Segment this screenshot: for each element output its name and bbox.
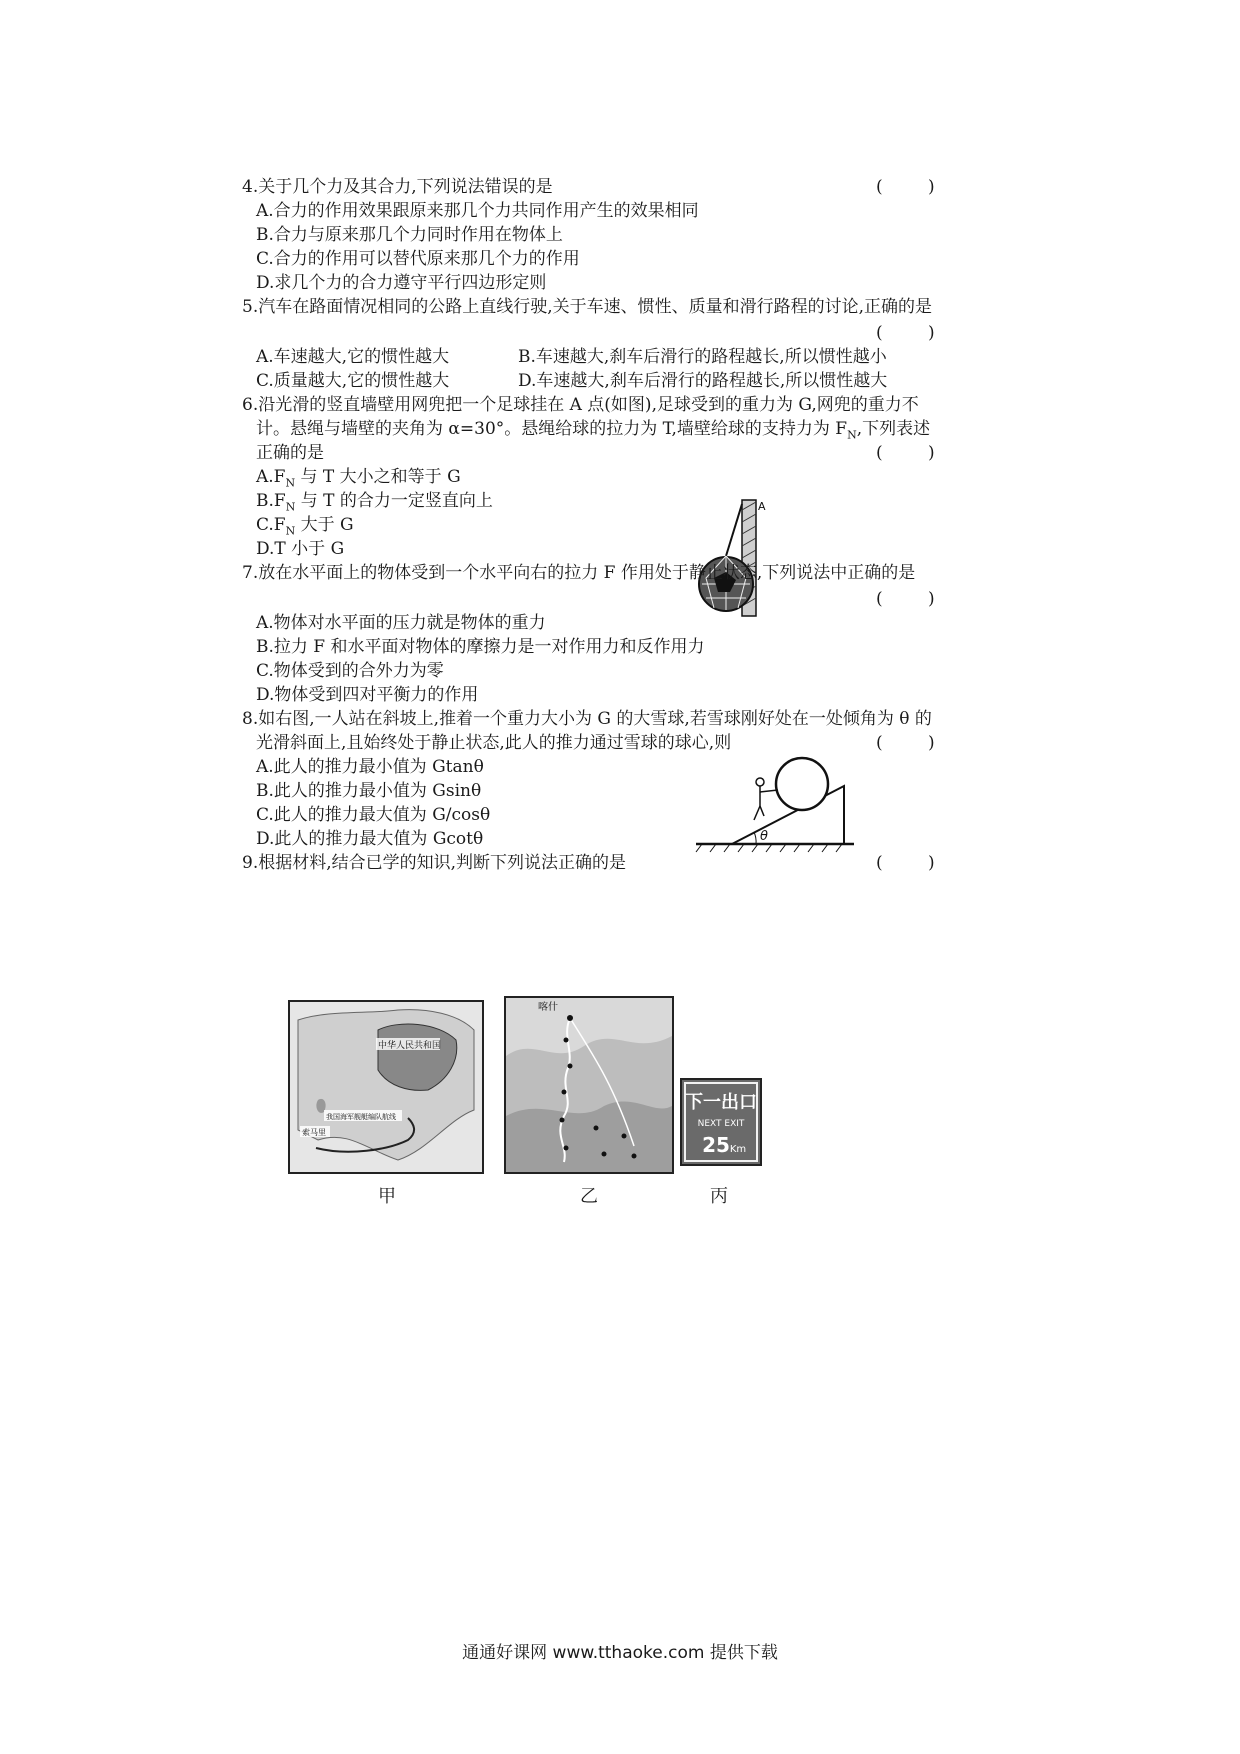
q4-option-b: B.合力与原来那几个力同时作用在物体上 [256,225,563,245]
q9-answer-bracket: ( ) [876,853,935,873]
q8-option-d: D.此人的推力最大值为 Gcotθ [256,829,484,849]
q4-option-a: A.合力的作用效果跟原来那几个力共同作用产生的效果相同 [256,201,699,221]
q4-stem: 4.关于几个力及其合力,下列说法错误的是 [242,177,553,197]
q5-option-b: B.车速越大,刹车后滑行的路程越长,所以惯性越小 [518,347,887,367]
q7-option-d: D.物体受到四对平衡力的作用 [256,685,479,705]
q6-stem-line2: 计。悬绳与墙壁的夹角为 α=30°。悬绳给球的拉力为 T,墙壁给球的支持力为 $F_N$,下列表述 [256,419,931,442]
q4-answer-bracket: ( ) [876,177,935,197]
sign-title: 下一出口 [685,1092,757,1113]
q5-answer-bracket: ( ) [876,323,935,343]
sign-subtitle: NEXT EXIT [697,1119,745,1129]
q6-wall-ball-figure [686,498,766,618]
q7-answer-bracket: ( ) [876,589,935,609]
rope [726,504,742,556]
q4-option-d: D.求几个力的合力遵守平行四边形定则 [256,273,547,293]
caption-jia: 甲 [378,1186,396,1207]
q6-answer-bracket: ( ) [876,443,935,463]
q6-option-a: $A.F_N$ 与 T 大小之和等于 G [256,467,461,490]
footer-text: 通通好课网 www.tthaoke.com 提供下载 [462,1643,778,1663]
q5-option-a: A.车速越大,它的惯性越大 [256,347,450,367]
q8-incline-figure [694,756,860,854]
q7-stem: 7.放在水平面上的物体受到一个水平向右的拉力 F 作用处于静止状态,下列说法中正确的是 [242,563,916,583]
q8-answer-bracket: ( ) [876,733,935,753]
q6-option-b: $B.F_N$ 与 T 的合力一定竖直向上 [256,491,493,514]
route-label: 我国海军舰艇编队航线 [326,1113,396,1121]
q5-option-c: C.质量越大,它的惯性越大 [256,371,450,391]
map-yi [504,996,674,1174]
q5-option-d: D.车速越大,刹车后滑行的路程越长,所以惯性越大 [518,371,888,391]
q7-option-a: A.物体对水平面的压力就是物体的重力 [256,613,546,633]
q6-stem-line1: 6.沿光滑的竖直墙壁用网兜把一个足球挂在 A 点(如图),足球受到的重力为 G,网兜的重力不 [242,395,919,415]
point-a-label: A [758,500,766,513]
sign-distance: 25 [702,1133,730,1157]
q4-option-c: C.合力的作用可以替代原来那几个力的作用 [256,249,580,269]
map-jia [288,1000,484,1174]
country-label: 中华人民共和国 [378,1041,442,1051]
theta-label: θ [760,829,768,844]
kashgar-label: 喀什 [538,1002,558,1013]
q6-option-c: $C.F_N$ 大于 G [256,515,354,538]
q8-stem-line2: 光滑斜面上,且始终处于静止状态,此人的推力通过雪球的球心,则 [256,733,732,753]
q8-stem-line1: 8.如右图,一人站在斜坡上,推着一个重力大小为 G 的大雪球,若雪球刚好处在一处倾角为 θ 的 [242,709,932,729]
exit-sign [680,1078,762,1166]
q6-stem-line3: 正确的是 [256,443,324,463]
caption-yi: 乙 [580,1186,598,1207]
sign-unit: Km [729,1144,747,1155]
q8-option-c: C.此人的推力最大值为 G/cosθ [256,805,491,825]
q8-option-a: A.此人的推力最小值为 Gtanθ [256,757,484,777]
q9-stem: 9.根据材料,结合已学的知识,判断下列说法正确的是 [242,853,627,873]
snowball [776,758,828,810]
somalia-label: 索马里 [302,1128,326,1137]
caption-bing: 丙 [710,1186,728,1207]
person [754,778,778,820]
q7-option-c: C.物体受到的合外力为零 [256,661,444,681]
q8-option-b: B.此人的推力最小值为 Gsinθ [256,781,482,801]
q5-stem: 5.汽车在路面情况相同的公路上直线行驶,关于车速、惯性、质量和滑行路程的讨论,正确的是 [242,297,933,317]
q7-option-b: B.拉力 F 和水平面对物体的摩擦力是一对作用力和反作用力 [256,637,705,657]
q6-option-d: D.T 小于 G [256,539,345,559]
